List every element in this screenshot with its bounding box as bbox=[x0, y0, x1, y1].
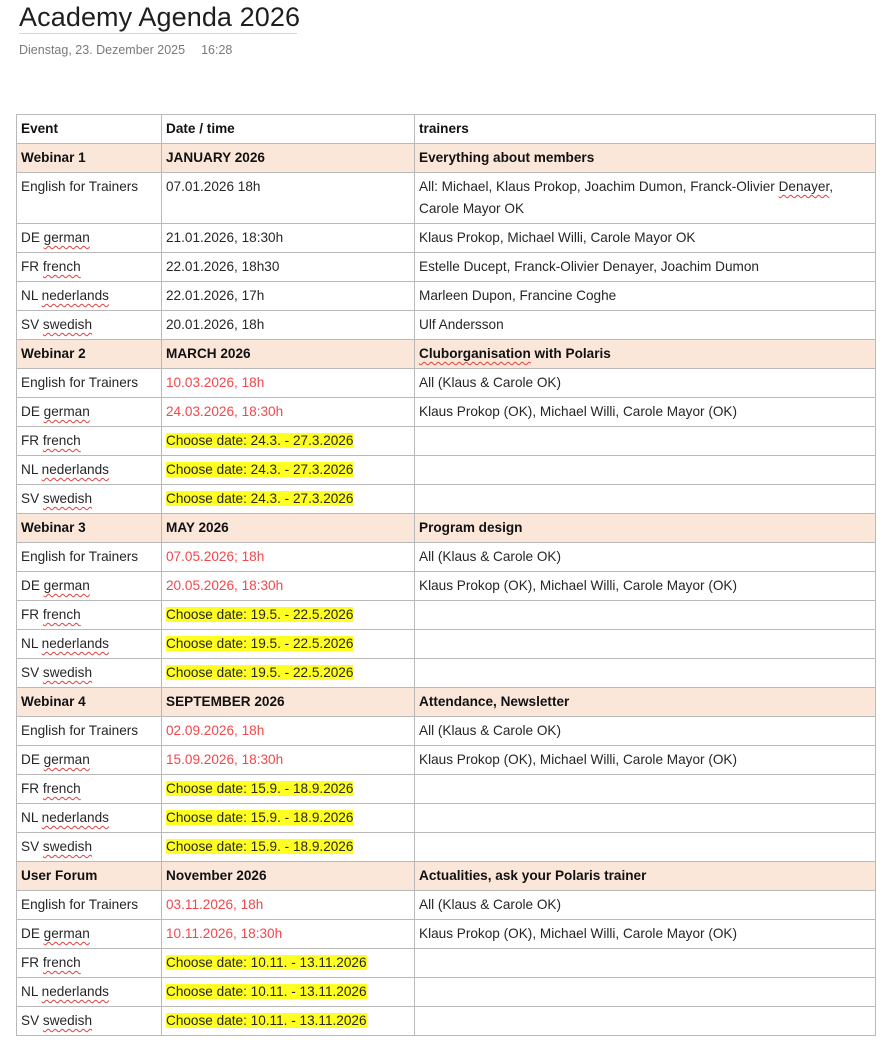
table-row bbox=[17, 456, 876, 485]
event-cell[interactable] bbox=[17, 717, 162, 746]
event-cell[interactable] bbox=[17, 253, 162, 282]
section-header-row bbox=[17, 688, 876, 717]
table-row bbox=[17, 717, 876, 746]
event-cell[interactable] bbox=[17, 282, 162, 311]
section-header-row bbox=[17, 862, 876, 891]
event-cell[interactable] bbox=[17, 456, 162, 485]
header-trainers[interactable]: trainers bbox=[415, 115, 876, 144]
date-value: 22.01.2026, 18h30 bbox=[166, 259, 280, 274]
date-cell[interactable] bbox=[162, 427, 415, 456]
date-cell[interactable] bbox=[162, 601, 415, 630]
event-cell[interactable] bbox=[17, 1007, 162, 1036]
trainers-cell[interactable] bbox=[415, 456, 876, 485]
table-header-row bbox=[17, 115, 876, 144]
pending-date: Choose date: 19.5. - 22.5.2026 bbox=[166, 636, 354, 651]
event-cell[interactable] bbox=[17, 949, 162, 978]
date-cell[interactable] bbox=[162, 572, 415, 601]
language-name: English for Trainers bbox=[21, 723, 139, 738]
language-name: swedish bbox=[42, 491, 93, 506]
event-cell[interactable] bbox=[17, 224, 162, 253]
language-name: french bbox=[42, 433, 81, 448]
trainers-cell[interactable]: All (Klaus & Carole OK) bbox=[415, 369, 876, 398]
language-code: SV bbox=[21, 839, 43, 854]
date-cell[interactable] bbox=[162, 485, 415, 514]
table-row bbox=[17, 601, 876, 630]
event-cell[interactable] bbox=[17, 978, 162, 1007]
language-name: german bbox=[43, 752, 90, 767]
date-value: 10.03.2026, 18h bbox=[166, 375, 265, 390]
date-cell[interactable] bbox=[162, 717, 415, 746]
event-cell[interactable] bbox=[17, 398, 162, 427]
section-event[interactable]: Webinar 4 bbox=[17, 688, 162, 717]
trainers-cell[interactable] bbox=[415, 775, 876, 804]
date-cell[interactable] bbox=[162, 833, 415, 862]
date-cell[interactable] bbox=[162, 804, 415, 833]
language-name: nederlands bbox=[41, 636, 109, 651]
table-row bbox=[17, 746, 876, 775]
language-code: NL bbox=[21, 636, 42, 651]
language-name: English for Trainers bbox=[21, 375, 139, 390]
table-row bbox=[17, 398, 876, 427]
language-code: SV bbox=[21, 317, 43, 332]
section-event[interactable]: Webinar 1 bbox=[17, 144, 162, 173]
language-code: FR bbox=[21, 433, 43, 448]
trainers-cell[interactable] bbox=[415, 659, 876, 688]
language-name: german bbox=[43, 926, 90, 941]
spellcheck-word: Denayer bbox=[778, 179, 830, 194]
table-row bbox=[17, 775, 876, 804]
language-name: swedish bbox=[42, 317, 93, 332]
language-code: SV bbox=[21, 491, 43, 506]
language-name: nederlands bbox=[41, 810, 109, 825]
topic-rest: with Polaris bbox=[530, 346, 611, 361]
table-row bbox=[17, 891, 876, 920]
table-row bbox=[17, 485, 876, 514]
date-cell[interactable] bbox=[162, 173, 415, 224]
event-cell[interactable] bbox=[17, 485, 162, 514]
language-code: SV bbox=[21, 665, 43, 680]
event-cell[interactable] bbox=[17, 543, 162, 572]
date-cell[interactable] bbox=[162, 920, 415, 949]
date-value: 24.03.2026, 18:30h bbox=[166, 404, 284, 419]
language-code: FR bbox=[21, 607, 43, 622]
header-event[interactable]: Event bbox=[17, 115, 162, 144]
date-cell[interactable] bbox=[162, 978, 415, 1007]
trainers-cell[interactable]: Estelle Ducept, Franck-Olivier Denayer, Joachim Dumon bbox=[415, 253, 876, 282]
trainers-cell[interactable]: Ulf Andersson bbox=[415, 311, 876, 340]
event-cell[interactable] bbox=[17, 833, 162, 862]
date-cell[interactable] bbox=[162, 456, 415, 485]
language-name: french bbox=[42, 259, 81, 274]
header-date[interactable]: Date / time bbox=[162, 115, 415, 144]
table-row bbox=[17, 949, 876, 978]
page-time: 16:28 bbox=[201, 43, 233, 57]
date-cell[interactable] bbox=[162, 659, 415, 688]
language-name: german bbox=[43, 230, 90, 245]
language-name: swedish bbox=[42, 1013, 93, 1028]
event-cell[interactable] bbox=[17, 920, 162, 949]
trainers-cell[interactable] bbox=[415, 173, 876, 224]
language-name: french bbox=[42, 781, 81, 796]
date-value: 07.01.2026 18h bbox=[166, 179, 261, 194]
table-row bbox=[17, 572, 876, 601]
section-event[interactable]: Webinar 3 bbox=[17, 514, 162, 543]
language-name: german bbox=[43, 404, 90, 419]
language-name: English for Trainers bbox=[21, 897, 139, 912]
section-header-row bbox=[17, 340, 876, 369]
table-row bbox=[17, 173, 876, 224]
date-cell[interactable] bbox=[162, 282, 415, 311]
trainers-cell[interactable] bbox=[415, 949, 876, 978]
trainers-cell[interactable]: All (Klaus & Carole OK) bbox=[415, 717, 876, 746]
trainers-cell[interactable]: Klaus Prokop, Michael Willi, Carole Mayor OK bbox=[415, 224, 876, 253]
section-month[interactable]: MARCH 2026 bbox=[162, 340, 415, 369]
language-code: DE bbox=[21, 578, 44, 593]
date-cell[interactable] bbox=[162, 746, 415, 775]
table-row bbox=[17, 1007, 876, 1036]
section-month[interactable]: SEPTEMBER 2026 bbox=[162, 688, 415, 717]
language-code: NL bbox=[21, 810, 42, 825]
event-cell[interactable] bbox=[17, 601, 162, 630]
pending-date: Choose date: 24.3. - 27.3.2026 bbox=[166, 433, 354, 448]
event-cell[interactable] bbox=[17, 891, 162, 920]
trainers-cell[interactable] bbox=[415, 630, 876, 659]
date-value: 07.05.2026; 18h bbox=[166, 549, 265, 564]
trainers-cell[interactable]: Klaus Prokop (OK), Michael Willi, Carole Mayor (OK) bbox=[415, 572, 876, 601]
date-cell[interactable] bbox=[162, 775, 415, 804]
date-value: 03.11.2026, 18h bbox=[166, 897, 264, 912]
event-cell[interactable] bbox=[17, 775, 162, 804]
date-value: 21.01.2026, 18:30h bbox=[166, 230, 284, 245]
spellcheck-word: Cluborganisation bbox=[419, 346, 531, 361]
event-cell[interactable] bbox=[17, 369, 162, 398]
language-name: English for Trainers bbox=[21, 179, 139, 194]
pending-date: Choose date: 19.5. - 22.5.2026 bbox=[166, 607, 354, 622]
event-cell[interactable] bbox=[17, 659, 162, 688]
date-value: 20.01.2026, 18h bbox=[166, 317, 265, 332]
pending-date: Choose date: 19.5. - 22.5.2026 bbox=[166, 665, 354, 680]
trainers-cell[interactable]: All (Klaus & Carole OK) bbox=[415, 543, 876, 572]
language-name: nederlands bbox=[41, 288, 109, 303]
table-row bbox=[17, 369, 876, 398]
language-name: swedish bbox=[42, 665, 93, 680]
pending-date: Choose date: 10.11. - 13.11.2026 bbox=[166, 984, 367, 999]
section-event[interactable]: User Forum bbox=[17, 862, 162, 891]
date-cell[interactable] bbox=[162, 398, 415, 427]
pending-date: Choose date: 24.3. - 27.3.2026 bbox=[166, 491, 354, 506]
language-name: swedish bbox=[42, 839, 93, 854]
date-cell[interactable] bbox=[162, 891, 415, 920]
page-date: Dienstag, 23. Dezember 2025 bbox=[19, 43, 186, 57]
event-cell[interactable] bbox=[17, 173, 162, 224]
language-code: DE bbox=[21, 230, 44, 245]
trainers-cell[interactable] bbox=[415, 978, 876, 1007]
language-code: NL bbox=[21, 288, 42, 303]
date-value: 15.09.2026, 18:30h bbox=[166, 752, 284, 767]
language-code: FR bbox=[21, 259, 43, 274]
section-month[interactable]: JANUARY 2026 bbox=[162, 144, 415, 173]
language-name: french bbox=[42, 607, 81, 622]
event-cell[interactable] bbox=[17, 630, 162, 659]
date-cell[interactable] bbox=[162, 369, 415, 398]
date-value: 22.01.2026, 17h bbox=[166, 288, 265, 303]
trainers-cell[interactable] bbox=[415, 427, 876, 456]
date-value: 02.09.2026, 18h bbox=[166, 723, 265, 738]
pending-date: Choose date: 15.9. - 18.9.2026 bbox=[166, 839, 354, 854]
language-code: SV bbox=[21, 1013, 43, 1028]
trainers-text: All: Michael, Klaus Prokop, Joachim Dumon, Franck-Olivier bbox=[419, 179, 779, 194]
table-row bbox=[17, 224, 876, 253]
trainers-cell[interactable] bbox=[415, 804, 876, 833]
trainers-cell[interactable]: Marleen Dupon, Francine Coghe bbox=[415, 282, 876, 311]
language-code: DE bbox=[21, 404, 44, 419]
pending-date: Choose date: 15.9. - 18.9.2026 bbox=[166, 781, 354, 796]
language-name: English for Trainers bbox=[21, 549, 139, 564]
language-name: german bbox=[43, 578, 90, 593]
language-code: FR bbox=[21, 955, 43, 970]
date-cell[interactable] bbox=[162, 224, 415, 253]
language-name: french bbox=[42, 955, 81, 970]
language-code: NL bbox=[21, 984, 42, 999]
language-code: FR bbox=[21, 781, 43, 796]
section-month[interactable]: November 2026 bbox=[162, 862, 415, 891]
date-cell[interactable] bbox=[162, 543, 415, 572]
section-topic[interactable] bbox=[415, 340, 876, 369]
section-topic[interactable]: Actualities, ask your Polaris trainer bbox=[415, 862, 876, 891]
trainers-cell[interactable] bbox=[415, 485, 876, 514]
table-row bbox=[17, 543, 876, 572]
date-cell[interactable] bbox=[162, 253, 415, 282]
table-row bbox=[17, 833, 876, 862]
date-cell[interactable] bbox=[162, 311, 415, 340]
pending-date: Choose date: 24.3. - 27.3.2026 bbox=[166, 462, 354, 477]
title-underline bbox=[19, 33, 297, 34]
trainers-cell[interactable] bbox=[415, 1007, 876, 1036]
trainers-cell[interactable]: Klaus Prokop (OK), Michael Willi, Carole Mayor (OK) bbox=[415, 746, 876, 775]
section-month[interactable]: MAY 2026 bbox=[162, 514, 415, 543]
event-cell[interactable] bbox=[17, 572, 162, 601]
language-name: nederlands bbox=[41, 462, 109, 477]
table-row bbox=[17, 253, 876, 282]
event-cell[interactable] bbox=[17, 804, 162, 833]
language-code: DE bbox=[21, 926, 44, 941]
table-row bbox=[17, 920, 876, 949]
trainers-cell[interactable]: Klaus Prokop (OK), Michael Willi, Carole Mayor (OK) bbox=[415, 398, 876, 427]
section-header-row bbox=[17, 144, 876, 173]
table-row bbox=[17, 978, 876, 1007]
trainers-cell[interactable]: Klaus Prokop (OK), Michael Willi, Carole Mayor (OK) bbox=[415, 920, 876, 949]
event-cell[interactable] bbox=[17, 311, 162, 340]
date-value: 20.05.2026, 18:30h bbox=[166, 578, 284, 593]
trainers-cell[interactable] bbox=[415, 833, 876, 862]
pending-date: Choose date: 10.11. - 13.11.2026 bbox=[166, 1013, 367, 1028]
section-header-row bbox=[17, 514, 876, 543]
language-name: nederlands bbox=[41, 984, 109, 999]
section-topic[interactable]: Program design bbox=[415, 514, 876, 543]
trainers-cell[interactable]: All (Klaus & Carole OK) bbox=[415, 891, 876, 920]
date-value: 10.11.2026, 18:30h bbox=[166, 926, 283, 941]
agenda-table[interactable] bbox=[16, 114, 876, 1036]
table-row bbox=[17, 630, 876, 659]
pending-date: Choose date: 15.9. - 18.9.2026 bbox=[166, 810, 354, 825]
table-row bbox=[17, 659, 876, 688]
language-code: NL bbox=[21, 462, 42, 477]
page-timestamp bbox=[19, 43, 232, 57]
pending-date: Choose date: 10.11. - 13.11.2026 bbox=[166, 955, 367, 970]
language-code: DE bbox=[21, 752, 44, 767]
event-cell[interactable] bbox=[17, 746, 162, 775]
date-cell[interactable] bbox=[162, 949, 415, 978]
date-cell[interactable] bbox=[162, 1007, 415, 1036]
table-row bbox=[17, 311, 876, 340]
trainers-text-rest: , Carole Mayor OK bbox=[419, 179, 834, 216]
table-row bbox=[17, 427, 876, 456]
trainers-cell[interactable] bbox=[415, 601, 876, 630]
date-cell[interactable] bbox=[162, 630, 415, 659]
event-cell[interactable] bbox=[17, 427, 162, 456]
page-title[interactable]: Academy Agenda 2026 bbox=[19, 2, 301, 32]
table-row bbox=[17, 804, 876, 833]
section-topic[interactable]: Attendance, Newsletter bbox=[415, 688, 876, 717]
table-row bbox=[17, 282, 876, 311]
section-topic[interactable]: Everything about members bbox=[415, 144, 876, 173]
section-event[interactable]: Webinar 2 bbox=[17, 340, 162, 369]
